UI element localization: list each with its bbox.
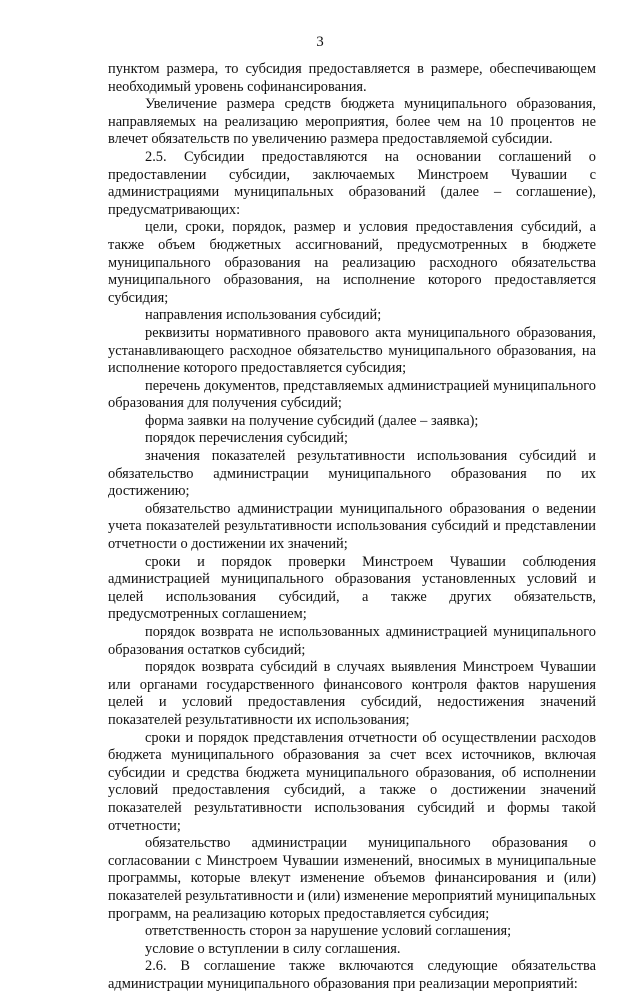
- list-item-entry-into-force: условие о вступлении в силу соглашения.: [145, 940, 401, 957]
- list-item-accounting-obligation: обязательство администрации муниципального образования о ведении учета показателей результативности использования субсидий и представлении отчетности о достижении их значений;: [108, 500, 596, 553]
- list-item-transfer-order: порядок перечисления субсидий;: [145, 430, 348, 447]
- paragraph-2-5: 2.5. Субсидии предоставляются на основании соглашений о предоставлении субсидии, заключаемых Минстроем Чувашии с администрациями муниципальных образований (далее – соглашение), предусматривающих:: [108, 148, 596, 218]
- list-item-documents: перечень документов, представляемых администрацией муниципального образования для получения субсидий;: [108, 377, 596, 412]
- list-item-directions: направления использования субсидий;: [145, 307, 382, 324]
- list-item-violation-return: порядок возврата субсидий в случаях выявления Минстроем Чувашии или органами государственного финансового контроля фактов нарушения целей и условий предоставления субсидий, недостижения значений показателей результативности их использования;: [108, 659, 596, 728]
- document-body: [108, 61, 596, 993]
- list-item-application-form: форма заявки на получение субсидий (далее – заявка);: [145, 412, 479, 429]
- paragraph-continuation: пунктом размера, то субсидия предоставляется в размере, обеспечивающем необходимый уровень софинансирования.: [108, 61, 596, 95]
- list-item-unused-return: порядок возврата не использованных администрацией муниципального образования остатков субсидий;: [108, 624, 596, 658]
- page-number: 3: [316, 34, 324, 50]
- list-item-performance-indicators: значения показателей результативности использования субсидий и обязательство администрации муниципального образования по их достижению;: [108, 448, 596, 500]
- list-item-inspection: сроки и порядок проверки Минстроем Чувашии соблюдения администрацией муниципального образования установленных условий и целей использования субсидий, а также других обязательств, предусмотренных соглашением;: [108, 553, 596, 623]
- list-item-responsibility: ответственность сторон за нарушение условий соглашения;: [145, 923, 512, 940]
- list-item-legal-act: реквизиты нормативного правового акта муниципального образования, устанавливающего расходное обязательство муниципального образования, на исполнение которого предоставляется субсидия;: [108, 324, 596, 377]
- list-item-goals: цели, сроки, порядок, размер и условия предоставления субсидий, а также объем бюджетных ассигнований, предусмотренных в бюджете муниципального образования на реализацию расходного обязательства муниципального образования, на исполнение которого предоставляется субсидия;: [108, 219, 596, 306]
- paragraph-budget-increase: Увеличение размера средств бюджета муниципального образования, направляемых на реализацию мероприятия, более чем на 10 процентов не влечет обязательств по увеличению размера предоставляемой субсидии.: [108, 96, 596, 148]
- list-item-program-changes: обязательство администрации муниципального образования о согласовании с Минстроем Чувашии изменений, вносимых в муниципальные программы, которые влекут изменение объемов финансирования и (или) показателей результативности и (или) изменение мероприятий муниципальных программ, на реализацию которых предоставляется субсидия;: [108, 835, 596, 922]
- paragraph-2-6: 2.6. В соглашение также включаются следующие обязательства администрации муниципального образования при реализации мероприятий:: [108, 958, 596, 992]
- list-item-reporting: сроки и порядок представления отчетности об осуществлении расходов бюджета муниципального образования за счет всех источников, включая субсидии и средства бюджета муниципального образования, об исполнении условий предоставления субсидий, а также о достижении значений показателей результативности использования субсидий и формы такой отчетности;: [108, 729, 596, 834]
